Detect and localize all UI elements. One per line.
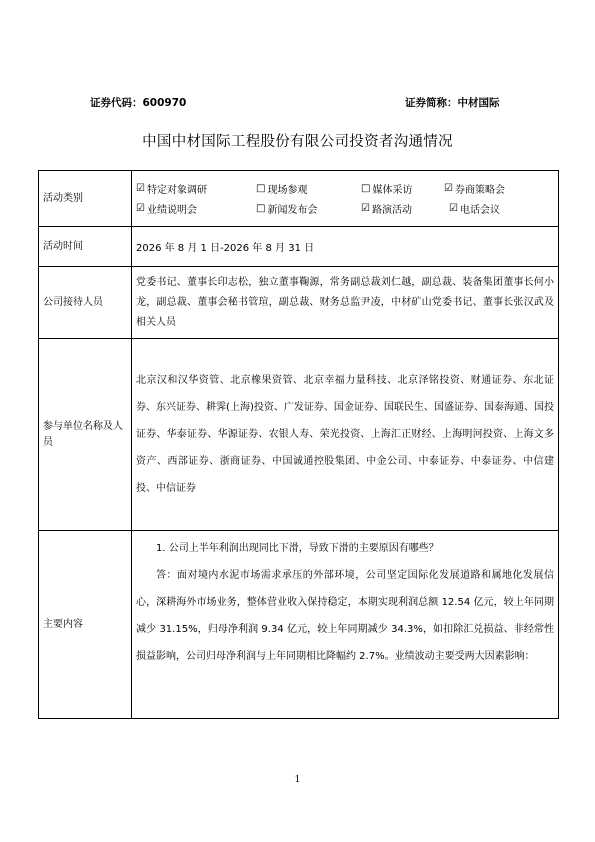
checkbox-icon[interactable]: ☑ (444, 183, 453, 194)
option-earnings-briefing[interactable]: ☑ 业绩说明会 (136, 203, 197, 216)
option-site-visit[interactable]: □ 现场参观 (256, 183, 308, 196)
question-text: 1. 公司上半年利润出现同比下滑，导致下滑的主要原因有哪些？ (156, 543, 439, 554)
option-conference-call[interactable]: ☑ 电话会议 (449, 203, 500, 216)
option-press-conference[interactable]: □ 新闻发布会 (256, 203, 318, 216)
page-number: 1 (294, 775, 301, 785)
option-broker-conference[interactable]: ☑ 券商策略会 (444, 183, 505, 196)
row-activity-time (39, 227, 559, 267)
activity-type-label: 活动类别 (39, 171, 132, 227)
option-roadshow[interactable]: ☑ 路演活动 (361, 203, 412, 216)
checkbox-icon[interactable]: ☑ (136, 203, 145, 214)
reception-label: 公司接待人员 (39, 267, 132, 339)
activity-time-value: 2026 年 8 月 1 日-2026 年 8 月 31 日 (132, 227, 559, 267)
row-participants (39, 339, 559, 531)
checkbox-icon[interactable]: □ (256, 183, 266, 194)
answer-text: 答：面对境内水泥市场需求承压的外部环境，公司坚定国际化发展道路和属地化发展信心，深耕海外市场业务，整体营业收入保持稳定，本期实现利润总额 12.54 亿元，较上年同期减少 31.15%，归母净利润 9.34 亿元，较上年同期减少 34.3%，如扣除汇兑损益、非经常性损益影响，公司归母净利润与上年同期相比降幅约 2.7%。业绩波动主要受两大因素影响： (136, 570, 554, 662)
checkbox-icon[interactable]: □ (361, 183, 371, 194)
checkbox-icon[interactable]: ☑ (449, 203, 458, 214)
checkbox-icon[interactable]: ☑ (136, 183, 145, 194)
main-content-label: 主要内容 (39, 531, 132, 719)
option-specific-research[interactable]: ☑ 特定对象调研 (136, 183, 207, 196)
checkbox-icon[interactable]: □ (256, 203, 266, 214)
checkbox-row-1 (136, 179, 554, 199)
document-title: 中国中材国际工程股份有限公司投资者沟通情况 (142, 134, 453, 150)
option-media-interview[interactable]: □ 媒体采访 (361, 183, 413, 196)
participants-value: 北京汉和汉华资管、北京橡果资管、北京幸福力量科技、北京泽铭投资、财通证券、东北证券、东兴证券、耕霁(上海)投资、广发证券、国金证券、国联民生、国盛证券、国泰海通、国投证券、华泰证券、华源证券、农银人寿、荣光投资、上海汇正财经、上海明河投资、上海文多资产、西部证券、浙商证券、中国诚通控股集团、中金公司、中泰证券、中泰证券、中信建投、中信证券 (132, 339, 559, 531)
security-abbreviation: 证券简称：中材国际 (405, 97, 500, 109)
reception-value: 党委书记、董事长印志松，独立董事鞠源，常务副总裁刘仁越，副总裁、装备集团董事长何小龙，副总裁、董事会秘书管瑄，副总裁、财务总监尹凌，中材矿山党委书记、董事长张汉武及相关人员 (132, 267, 559, 339)
activity-time-label: 活动时间 (39, 227, 132, 267)
row-main-content (39, 531, 559, 719)
row-activity-type (39, 171, 559, 227)
participants-label: 参与单位名称及人员 (39, 339, 132, 531)
activity-type-options (132, 171, 559, 227)
security-code: 证券代码：600970 (90, 97, 187, 109)
investor-communication-table (38, 170, 559, 719)
main-content-body (132, 531, 559, 719)
row-reception-staff (39, 267, 559, 339)
checkbox-icon[interactable]: ☑ (361, 203, 370, 214)
checkbox-row-2 (136, 199, 554, 219)
